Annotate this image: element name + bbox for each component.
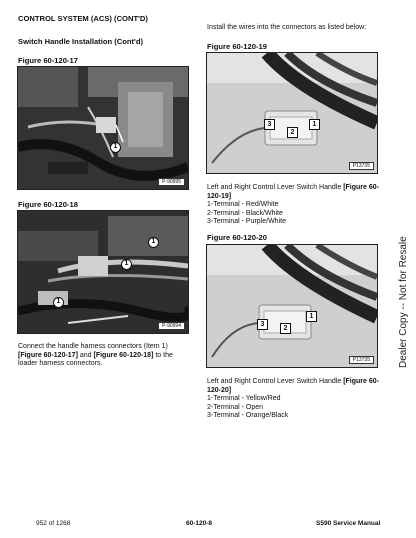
figure-photo-20 <box>206 244 378 368</box>
terminal-label-2: 2 <box>287 127 298 138</box>
figure-caption-17: Figure 60-120-17 <box>18 56 78 65</box>
manual-title: S590 Service Manual <box>316 520 381 527</box>
connect-paragraph: Connect the handle harness connectors (Item 1) [Figure 60-120-17] and [Figure 60-120-18] to the loader harness connectors. <box>18 343 173 368</box>
figure-photo-18 <box>17 210 189 334</box>
terminal-label-1: 1 <box>306 311 317 322</box>
photo-code-19: P13735 <box>349 162 374 170</box>
list-item: 2-Terminal - Black/White <box>207 209 283 217</box>
switch-handle-block-2: Left and Right Control Lever Switch Handle [Figure 60-120-20] 1-Terminal - Yellow/Red 2-Terminal - Open 3-Terminal - Orange/Black <box>207 378 379 420</box>
figure-photo-17 <box>17 66 189 190</box>
list-item: 1-Terminal - Red/White <box>207 201 279 209</box>
photo-code-20: P13735 <box>349 356 374 364</box>
photo-code-17: P-90995 <box>158 178 185 186</box>
section-title: CONTROL SYSTEM (ACS) (CONT'D) <box>18 14 148 23</box>
figure-caption-18: Figure 60-120-18 <box>18 200 78 209</box>
terminal-label-1: 1 <box>309 119 320 130</box>
callout-item-1: 1 <box>148 237 159 248</box>
list-item: 3-Terminal - Purple/White <box>207 218 286 226</box>
terminal-label-3: 3 <box>264 119 275 130</box>
figure-caption-20: Figure 60-120-20 <box>207 233 267 242</box>
figure-caption-19: Figure 60-120-19 <box>207 42 267 51</box>
callout-item-1: 1 <box>121 259 132 270</box>
callout-item-1: 1 <box>53 297 64 308</box>
list-item: 2-Terminal - Open <box>207 403 264 411</box>
dealer-copy-notice: Dealer Copy -- Not for Resale <box>398 236 409 368</box>
section-subtitle: Switch Handle Installation (Cont'd) <box>18 37 143 46</box>
intro-text: Install the wires into the connectors as listed below: <box>207 24 367 31</box>
section-page-number: 60-120-8 <box>186 520 213 527</box>
list-item: 3-Terminal - Orange/Black <box>207 412 289 420</box>
figure-photo-19 <box>206 52 378 174</box>
switch-handle-block-1: Left and Right Control Lever Switch Handle [Figure 60-120-19] 1-Terminal - Red/White 2-Terminal - Black/White 3-Terminal - Purple/White <box>207 184 379 226</box>
terminal-label-3: 3 <box>257 319 268 330</box>
list-item: 1-Terminal - Yellow/Red <box>207 395 281 403</box>
page-count: 952 of 1268 <box>36 520 71 527</box>
callout-item-1: 1 <box>110 142 121 153</box>
terminal-label-2: 2 <box>280 323 291 334</box>
photo-code-18: P-90994 <box>158 322 185 330</box>
